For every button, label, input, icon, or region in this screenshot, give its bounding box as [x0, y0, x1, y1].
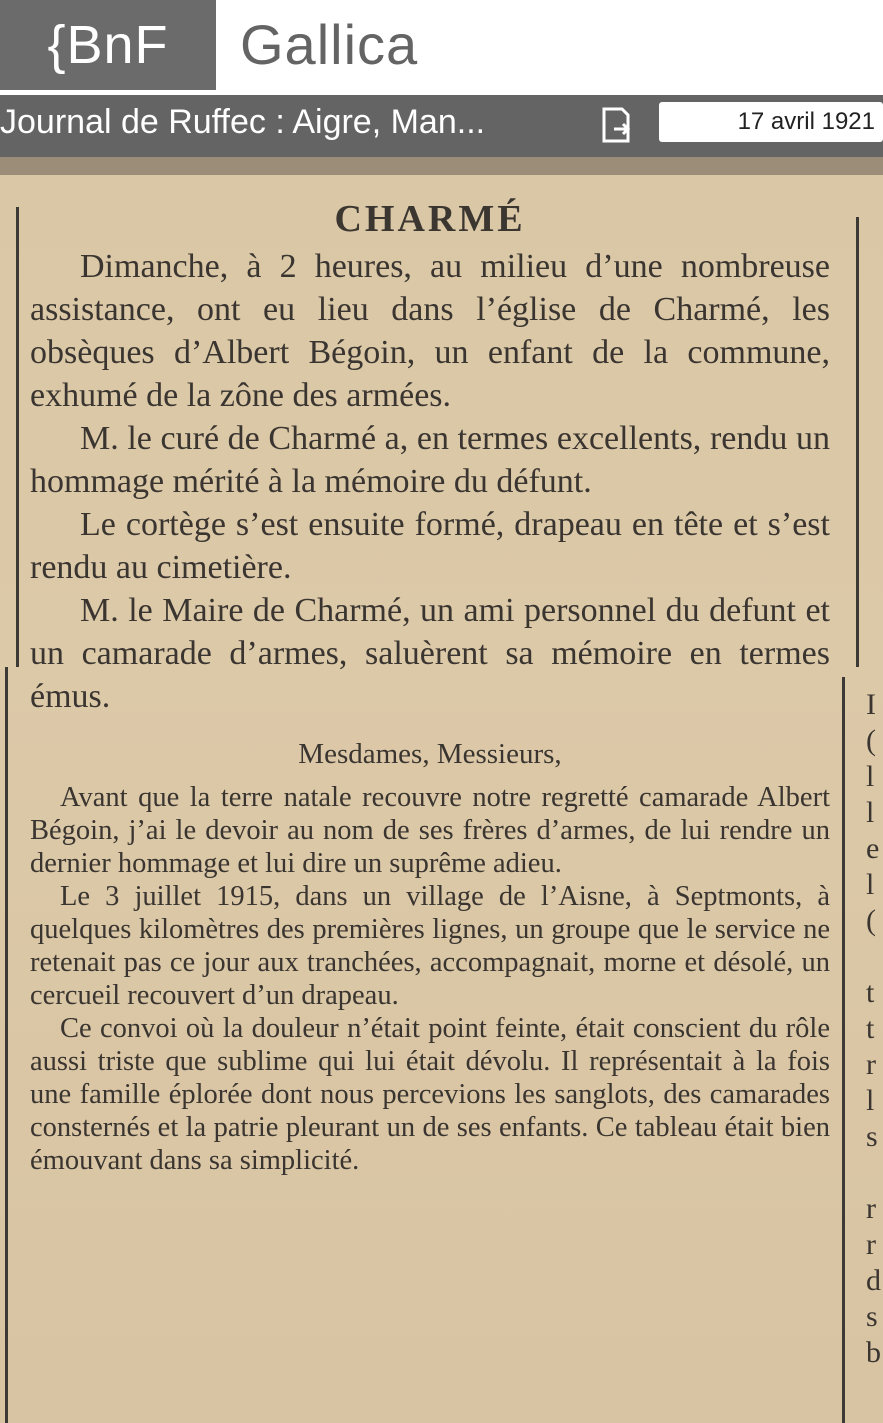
document-title[interactable]: Journal de Ruffec : Aigre, Man... — [0, 103, 486, 141]
scan-top-border — [0, 157, 883, 175]
edge-letter: I — [866, 688, 876, 721]
edge-letter: b — [866, 1336, 881, 1369]
edge-letter: l — [866, 868, 875, 901]
document-title-bar — [0, 95, 883, 157]
column-rule-right-bottom — [842, 677, 845, 1423]
edge-letter: t — [866, 1012, 875, 1045]
bnf-logo-text: {BnF — [47, 15, 169, 75]
speech-paragraph: Le 3 juillet 1915, dans un village de l’Aisne, à Septmonts, à quelques kilomètres des premières lignes, un groupe que le service ne retenait pas ce jour aux tranchées, accompagnait, morne et désolé, un cercueil recouvert d’un drapeau. — [30, 881, 830, 1011]
edge-letter: t — [866, 976, 875, 1009]
edge-letter: d — [866, 1264, 881, 1297]
article-paragraph: M. le Maire de Charmé, un ami personnel du defunt et un camarade d’armes, saluèrent sa mémoire en termes émus. — [30, 592, 830, 715]
article-paragraph: Dimanche, à 2 heures, au milieu d’une nombreuse assistance, ont eu lieu dans l’église de Charmé, les obsèques d’Albert Bégoin, un enfant de la commune, exhumé de la zône des armées. — [30, 248, 830, 414]
speech-paragraph: Ce convoi où la douleur n’était point feinte, était conscient du rôle aussi triste que sublime qui lui était dévolu. Il représentait à la fois une famille éplorée dont nous percevions les sanglots, des camarades consternés et la patrie pleurant un de ses enfants. Ce tableau était bien émouvant dans sa simplicité. — [30, 1013, 830, 1176]
edge-letter: s — [866, 1300, 878, 1333]
edge-letter: s — [866, 1120, 878, 1153]
bnf-logo[interactable] — [0, 0, 216, 90]
edge-letter: ( — [866, 724, 876, 757]
edge-letter: l — [866, 1084, 875, 1117]
newspaper-scan[interactable] — [0, 157, 883, 1423]
article-heading: CHARMÉ — [334, 198, 526, 240]
edge-letter: l — [866, 760, 875, 793]
edge-letter: r — [866, 1228, 876, 1261]
edge-letter: r — [866, 1048, 876, 1081]
article-paragraph: M. le curé de Charmé a, en termes excellents, rendu un hommage mérité à la mémoire du défunt. — [30, 420, 830, 500]
speech-salutation: Mesdames, Messieurs, — [298, 738, 562, 770]
edge-letter — [866, 939, 881, 975]
edge-letter: ( — [866, 904, 876, 937]
date-selector[interactable] — [659, 102, 883, 142]
article-body — [30, 189, 830, 1177]
edge-letter — [866, 1155, 881, 1191]
column-rule-left-top — [16, 207, 19, 667]
article-paragraph: Le cortège s’est ensuite formé, drapeau en tête et s’est rendu au cimetière. — [30, 506, 830, 586]
edge-letter: e — [866, 832, 880, 865]
column-rule-left-bottom — [5, 667, 8, 1423]
issue-date: 17 avril 1921 — [737, 108, 875, 135]
gallica-title[interactable]: Gallica — [240, 13, 419, 76]
export-icon[interactable] — [596, 105, 636, 145]
speech-paragraph: Avant que la terre natale recouvre notre regretté camarade Albert Bégoin, j’ai le devoir au nom de ses frères d’armes, de lui rendre un dernier hommage et lui dire un suprême adieu. — [30, 782, 830, 879]
edge-letter: l — [866, 796, 875, 829]
column-rule-right-top — [856, 217, 859, 667]
adjacent-column-fragment — [866, 687, 881, 1371]
edge-letter: r — [866, 1192, 876, 1225]
